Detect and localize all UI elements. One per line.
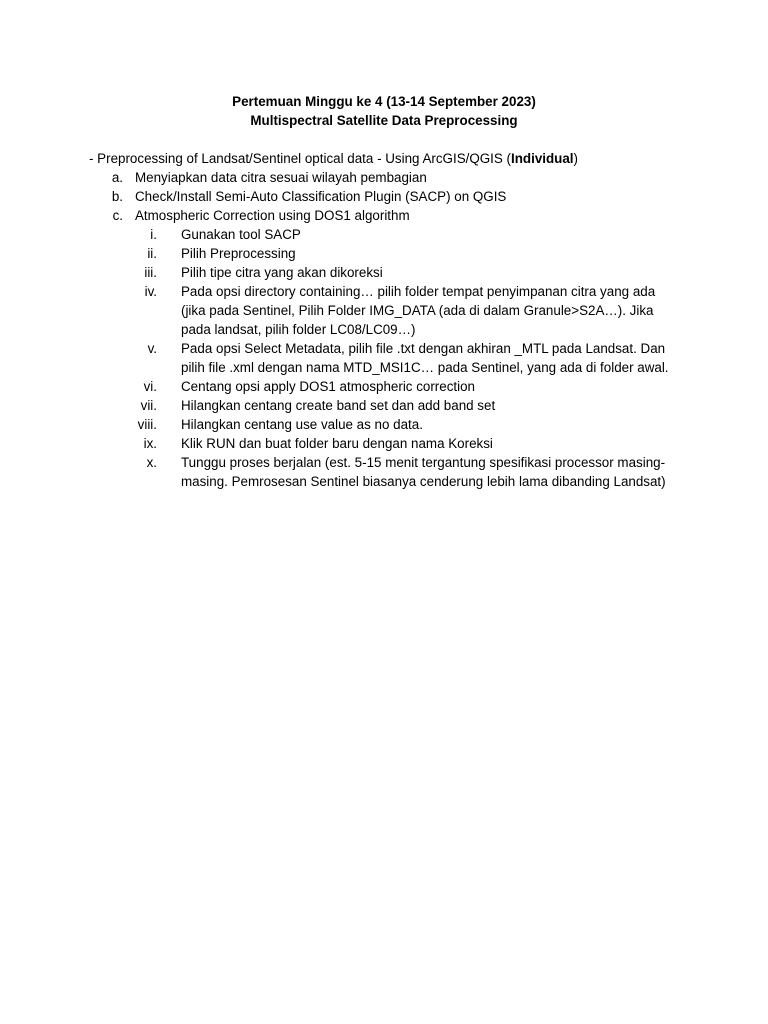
intro-bold: Individual	[511, 151, 574, 166]
sub-list-marker: vii.	[140, 398, 157, 413]
sub-list-marker: viii.	[137, 417, 157, 432]
sub-list-item-text: Centang opsi apply DOS1 atmospheric correction	[181, 379, 475, 394]
sub-list-item-text: Tunggu proses berjalan (est. 5-15 menit tergantung spesifikasi processor masing-masing. Pemrosesan Sentinel biasanya cenderung lebih lama dibanding Landsat)	[181, 455, 666, 489]
sub-list-item	[135, 225, 681, 244]
document-body	[89, 149, 689, 491]
sub-list-item	[135, 282, 681, 339]
list-marker: b.	[111, 189, 123, 204]
list-marker: a.	[111, 170, 123, 185]
intro-line	[89, 149, 689, 168]
sub-list-marker: ix.	[143, 436, 157, 451]
sub-list-item	[135, 244, 681, 263]
sub-list-item-text: Hilangkan centang use value as no data.	[181, 417, 423, 432]
sub-list-marker: iii.	[144, 265, 157, 280]
intro-suffix: )	[573, 151, 578, 166]
sub-list-marker: vi.	[143, 379, 157, 394]
sub-list	[135, 225, 689, 491]
sub-list-item-text: Pada opsi directory containing… pilih folder tempat penyimpanan citra yang ada (jika pada Sentinel, Pilih Folder IMG_DATA (ada di dalam Granule>S2A…). Jika pada landsat, pilih folder LC08/LC09…)	[181, 284, 656, 337]
list-marker: c.	[112, 208, 123, 223]
sub-list-marker: v.	[147, 341, 157, 356]
list-item-text: Check/Install Semi-Auto Classification Plugin (SACP) on QGIS	[135, 189, 507, 204]
sub-list-marker: ii.	[147, 246, 157, 261]
sub-list-item-text: Gunakan tool SACP	[181, 227, 301, 242]
sub-list-marker: x.	[146, 455, 157, 470]
sub-list-item-text: Klik RUN dan buat folder baru dengan nama Koreksi	[181, 436, 493, 451]
list-item-text: Menyiapkan data citra sesuai wilayah pembagian	[135, 170, 427, 185]
title-line-1: Pertemuan Minggu ke 4 (13-14 September 2023)	[232, 94, 536, 109]
sub-list-item	[135, 396, 681, 415]
intro-prefix: - Preprocessing of Landsat/Sentinel optical data - Using ArcGIS/QGIS (	[89, 151, 512, 166]
sub-list-item-text: Hilangkan centang create band set dan add band set	[181, 398, 496, 413]
sub-list-marker: iv.	[144, 284, 157, 299]
sub-list-item-text: Pilih Preprocessing	[181, 246, 296, 261]
sub-list-item-text: Pilih tipe citra yang akan dikoreksi	[181, 265, 383, 280]
sub-list-item	[135, 453, 681, 491]
list-item	[89, 206, 689, 491]
sub-list-item-text: Pada opsi Select Metadata, pilih file .txt dengan akhiran _MTL pada Landsat. Dan pilih file .xml dengan nama MTD_MSI1C… pada Sentinel, yang ada di folder awal.	[181, 341, 669, 375]
title-line-2: Multispectral Satellite Data Preprocessing	[250, 113, 518, 128]
document-title	[0, 92, 768, 130]
sub-list-marker: i.	[150, 227, 157, 242]
list-item	[89, 187, 689, 206]
sub-list-item	[135, 415, 681, 434]
sub-list-item	[135, 339, 681, 377]
sub-list-item	[135, 263, 681, 282]
sub-list-item	[135, 434, 681, 453]
sub-list-item	[135, 377, 681, 396]
list-item-text: Atmospheric Correction using DOS1 algorithm	[135, 208, 410, 223]
list-item	[89, 168, 689, 187]
main-list	[89, 168, 689, 491]
